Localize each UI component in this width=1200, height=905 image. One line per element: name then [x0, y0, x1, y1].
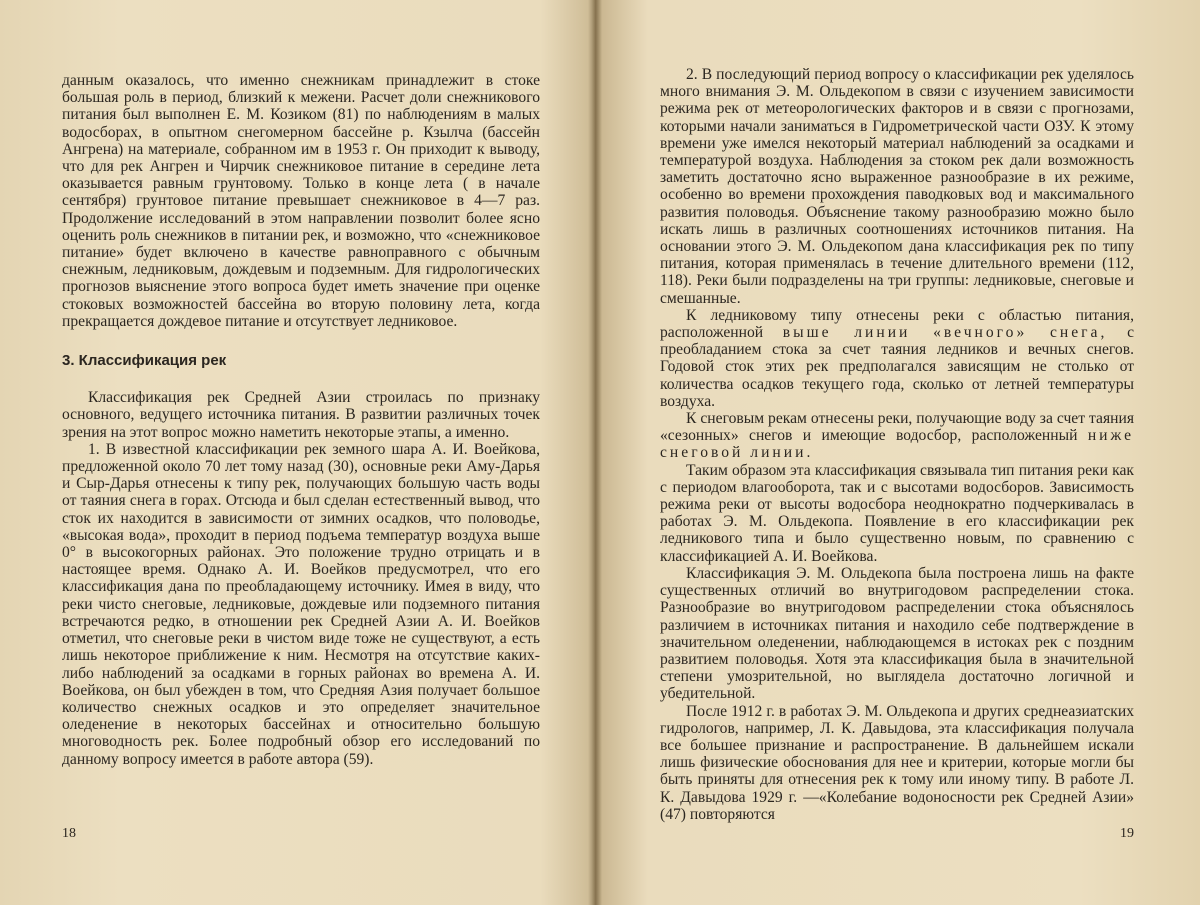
page-number-left: 18 — [62, 826, 76, 841]
right-paragraph-2-end: с преобладанием стока за счет таяния ледников и вечных снегов. Годовой сток этих рек предполагался зависящим не столько от количества осадков текущего года, сколько от летней температуры воздуха. — [660, 324, 1134, 410]
left-page — [0, 0, 594, 905]
right-paragraph-3 — [660, 410, 1134, 462]
left-paragraph-1: данным оказалось, что именно снежникам принадлежит в стоке большая роль в период, близкий к межени. Расчет доли снежникового питания был выполнен Е. М. Козиком (81) по наблюдениям в малых водосборах, в опытном снегомерном бассейне р. Кзылча (бассейн Ангрена) на материале, собранном им в 1953 г. Он приходит к выводу, что для рек Ангрен и Чирчик снежниковое питание в середине лета оказывается равным грунтовому. Только в конце лета ( в начале сентября) грунтовое питание превышает снежниковое в 4—7 раз. Продолжение исследований в этом направлении позволит более ясно оценить роль снежников в питании рек, и возможно, что «снежниковое питание» будет включено в качестве равноправного с обычным снежным, ледниковым, дождевым и подземным. Для гидрологических прогнозов выяснение этого вопроса будет иметь значение при оценке стоковых возможностей бассейна во вторую половину лета, когда прекращается дождевое питание и отсутствует ледниковое. — [62, 72, 540, 330]
right-paragraph-1: 2. В последующий период вопросу о классификации рек уделялось много внимания Э. М. Ольдекопом в связи с изучением зависимости режима рек от метеорологических факторов и в связи с прогнозами, которыми начали заниматься в Гидрометрической части ОЗУ. К этому времени уже имелся некоторый материал наблюдений за осадками и температурой воздуха. Наблюдения за стоком рек дали возможность заметить достаточно ясно выраженное разнообразие в их режиме, особенно во времени прохождения паводковых вод и максимального развития половодья. Объяснение такому разнообразию можно было искать лишь в различных соотношениях источников питания. На основании этого Э. М. Ольдекопом дана классификация рек по типу питания, которая применялась в течение длительного времени (112, 118). Реки были подразделены на три группы: ледниковые, снеговые и смешанные. — [660, 66, 1134, 307]
right-paragraph-2 — [660, 307, 1134, 410]
left-page-text — [62, 72, 540, 768]
right-paragraph-5: Классификация Э. М. Ольдекопа была построена лишь на факте существенных отличий во внутригодовом распределении стока. Разнообразие во внутригодовом распределении стока объяснялось различием в источниках питания и находило себе подтверждение в значительном оледенении, наблюдающемся в истоках рек с поздним развитием половодья. Хотя эта классификация была в значительной степени умозрительной, но выглядела достаточно логичной и убедительной. — [660, 564, 1134, 703]
right-paragraph-4: Таким образом эта классификация связывала тип питания реки как с периодом влагооборота, так и с высотами водосборов. Зависимость режима реки от высоты водосбора неоднократно подчеркивалась в работах Э. М. Ольдекопа. Появление в его классификации рек ледникового типа и было существенно новым, по сравнению с классификацией А. И. Воейкова. — [660, 461, 1134, 565]
right-paragraph-2-start: К ледниковому типу отнесены реки с областью питания, расположенной — [660, 306, 1134, 342]
right-paragraph-6: После 1912 г. в работах Э. М. Ольдекопа и других среднеазиатских гидрологов, например, Л. К. Давыдова, эта классификация получала все большее признание и распространение. В дальнейшем искали лишь физические обоснования для нее и критерии, которые могли бы быть приняты для отнесения рек к тому или иному типу. В работе Л. К. Давыдова 1929 г. —«Колебание водоносности рек Средней Азии» (47) повторяются — [660, 702, 1134, 823]
section-heading: 3. Классификация рек — [62, 352, 227, 370]
page-number-right: 19 — [1120, 826, 1134, 841]
left-paragraph-3: 1. В известной классификации рек земного шара А. И. Воейкова, предложенной около 70 лет тому назад (30), основные реки Аму-Дарья и Сыр-Дарья отнесены к типу рек, получающих большую часть воды от таяния снега в горах. Отсюда и был сделан естественный вывод, что сток их находится в зависимости от зимних осадков, что половодье, «высокая вода», проходит в период подъема температур воздуха выше 0° в высокогорных районах. Это положение трудно отрицать и в настоящее время. Однако А. И. Воейков предусмотрел, что его классификация дана по преобладающему источнику. Имея в виду, что реки чисто снеговые, ледниковые, дождевые или подземного питания встречаются редко, в отношении рек Средней Азии А. И. Воейков отметил, что снеговые реки в чистом виде тоже не существуют, а есть лишь некоторое приближение к ним. Несмотря на отсутствие каких-либо наблюдений за осадками в горных районах во времена А. И. Воейкова, он был убежден в том, что Средняя Азия получает большое количество снежных осадков и это определяет значительное оледенение в некоторых бассейнах и относительно большую многоводность рек. Более подробный обзор его исследований по данному вопросу имеется в работе автора (59). — [62, 440, 540, 768]
right-paragraph-3-start: К снеговым рекам отнесены реки, получающие воду за счет таяния «сезонных» снегов и имеющие водосбор, расположенный — [660, 410, 1134, 445]
right-page-text — [660, 66, 1134, 823]
right-paragraph-3-spaced: ниже снеговой линии. — [660, 427, 1134, 462]
right-paragraph-2-spaced: выше линии «вечного» снега, — [782, 324, 1108, 342]
left-paragraph-2: Классификация рек Средней Азии строилась по признаку основного, ведущего источника питания. В развитии различных точек зрения на этот вопрос можно наметить некоторые этапы, а именно. — [62, 389, 540, 441]
right-page — [596, 0, 1200, 905]
